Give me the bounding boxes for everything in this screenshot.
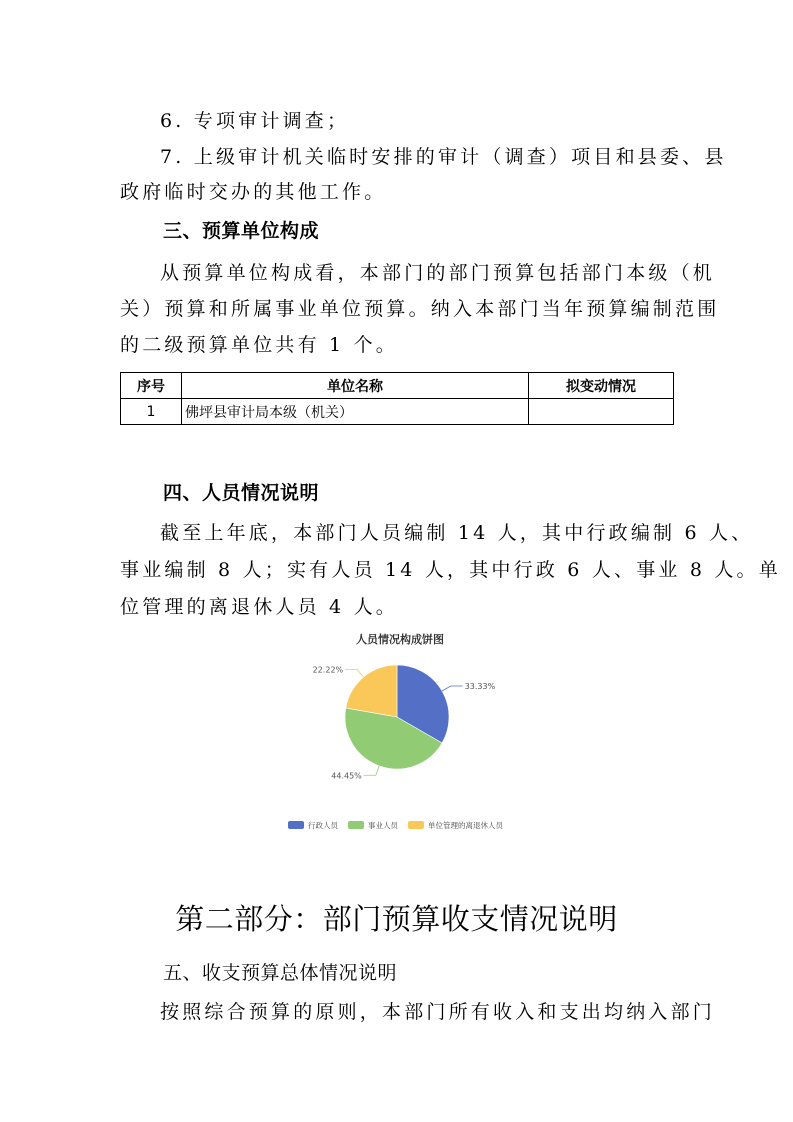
legend-label-2: 事业人员 [368,821,398,830]
part2-title: 第二部分：部门预算收支情况说明 [175,902,618,936]
section5-heading: 五、收支预算总体情况说明 [163,962,398,984]
legend-item-3 [408,820,503,830]
pie-label-line-1 [442,686,463,691]
legend-item-2 [348,820,398,830]
pie-data-label-3: 22.22% [312,665,344,675]
legend-item-1 [288,820,338,830]
budget-units-table [120,372,674,425]
legend-swatch-3 [408,821,424,829]
header-change-status: 拟变动情况 [529,373,674,399]
list-item-7-line1: 7. 上级审计机关临时安排的审计（调查）项目和县委、县 [160,146,727,168]
table-header-row [121,373,674,399]
legend-swatch-2 [348,821,364,829]
section3-heading: 三、预算单位构成 [163,220,320,242]
table-row [121,399,674,425]
section3-paragraph-line1: 从预算单位构成看，本部门的部门预算包括部门本级（机 [160,262,716,284]
section4-paragraph-line3: 位管理的离退休人员 4 人。 [120,596,398,618]
section4-paragraph-line2: 事业编制 8 人；实有人员 14 人，其中行政 6 人、事业 8 人。单 [120,559,781,581]
staff-composition-pie-chart [270,625,530,840]
legend-label-3: 单位管理的离退休人员 [428,821,503,830]
pie-slice-3 [346,665,397,717]
header-index: 序号 [121,373,182,399]
pie-label-line-2 [364,766,379,775]
pie-label-line-3 [345,670,363,678]
pie-data-label-2: 44.45% [331,771,362,781]
cell-change-status [529,399,674,425]
section4-heading: 四、人员情况说明 [163,482,320,504]
pie-chart-svg [270,625,530,840]
header-unit-name: 单位名称 [182,373,529,399]
legend-label-1: 行政人员 [308,821,338,830]
section3-paragraph-line2: 关）预算和所属事业单位预算。纳入本部门当年预算编制范围 [120,298,720,320]
legend-swatch-1 [288,821,304,829]
chart-title: 人员情况构成饼图 [356,633,444,646]
cell-unit-name: 佛坪县审计局本级（机关） [182,399,529,425]
section4-paragraph-line1: 截至上年底，本部门人员编制 14 人，其中行政编制 6 人、 [160,522,754,544]
section3-paragraph-line3: 的二级预算单位共有 1 个。 [120,334,398,356]
cell-index: 1 [121,399,182,425]
pie-data-label-1: 33.33% [464,682,496,691]
list-item-6: 6. 专项审计调查； [160,110,350,132]
list-item-7-line2: 政府临时交办的其他工作。 [120,181,387,203]
section5-paragraph-line1: 按照综合预算的原则，本部门所有收入和支出均纳入部门 [160,1001,716,1023]
